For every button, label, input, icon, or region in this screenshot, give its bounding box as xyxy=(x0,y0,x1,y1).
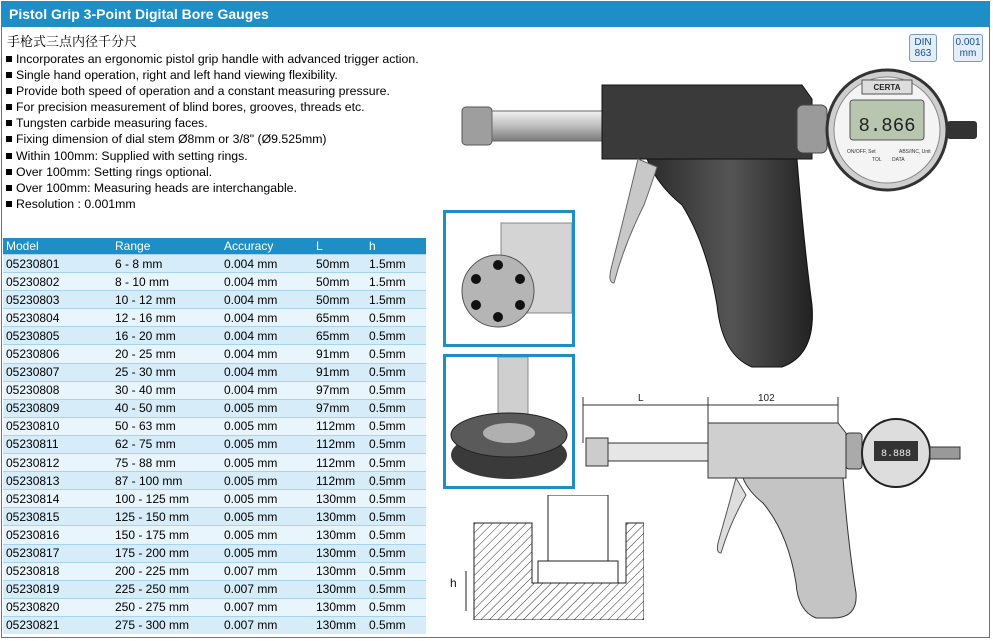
cell-h: 0.5mm xyxy=(366,417,426,435)
drawing-collar xyxy=(846,433,862,469)
cell-range: 30 - 40 mm xyxy=(112,381,221,399)
cell-l: 130mm xyxy=(313,562,366,580)
dial-end-cap xyxy=(947,121,977,139)
cell-h: 0.5mm xyxy=(366,490,426,508)
cell-accuracy: 0.004 mm xyxy=(221,291,313,309)
feature-item: Single hand operation, right and left hand viewing flexibility. xyxy=(6,67,419,83)
table-row xyxy=(3,381,426,399)
cell-l: 91mm xyxy=(313,363,366,381)
feature-item: Resolution : 0.001mm xyxy=(6,196,419,212)
cell-range: 25 - 30 mm xyxy=(112,363,221,381)
cell-model: 05230808 xyxy=(3,381,112,399)
closeup-hole xyxy=(515,274,525,284)
cell-model: 05230819 xyxy=(3,580,112,598)
cell-range: 250 - 275 mm xyxy=(112,598,221,616)
trigger xyxy=(610,159,657,283)
table-row xyxy=(3,472,426,490)
dial-brand: CERTA xyxy=(873,83,901,92)
gauge-body xyxy=(602,85,812,159)
cell-model: 05230811 xyxy=(3,435,112,453)
dial-button-label-1: ON/OFF, Set xyxy=(847,149,876,155)
table-row xyxy=(3,544,426,562)
res-badge-line2: mm xyxy=(959,48,977,59)
cell-l: 91mm xyxy=(313,345,366,363)
cell-h: 0.5mm xyxy=(366,345,426,363)
cell-h: 0.5mm xyxy=(366,562,426,580)
dim-l-label: L xyxy=(638,393,644,404)
cell-model: 05230821 xyxy=(3,616,112,634)
bore-section-diagram xyxy=(444,495,644,620)
table-row xyxy=(3,345,426,363)
cell-accuracy: 0.004 mm xyxy=(221,255,313,273)
table-row xyxy=(3,435,426,453)
closeup-hole xyxy=(515,300,525,310)
cell-range: 10 - 12 mm xyxy=(112,291,221,309)
feature-item: Incorporates an ergonomic pistol grip handle with advanced trigger action. xyxy=(6,51,419,67)
cell-accuracy: 0.004 mm xyxy=(221,273,313,291)
table-row xyxy=(3,616,426,634)
res-badge-line1: 0.001 xyxy=(955,37,981,48)
table-row xyxy=(3,327,426,345)
cell-range: 8 - 10 mm xyxy=(112,273,221,291)
closeup-hole xyxy=(471,274,481,284)
measuring-head xyxy=(462,107,602,145)
closeup-hole xyxy=(471,300,481,310)
cell-l: 65mm xyxy=(313,309,366,327)
header-accuracy: Accuracy xyxy=(221,238,313,255)
title-bar xyxy=(1,1,990,27)
header-range: Range xyxy=(112,238,221,255)
cell-h: 0.5mm xyxy=(366,327,426,345)
cell-accuracy: 0.005 mm xyxy=(221,526,313,544)
cell-h: 0.5mm xyxy=(366,544,426,562)
dial-button-label-3: TOL xyxy=(872,157,882,163)
cell-range: 20 - 25 mm xyxy=(112,345,221,363)
table-row xyxy=(3,598,426,616)
drawing-trigger xyxy=(717,478,746,553)
dial-button-label-2: ABS/INC, Unit xyxy=(899,149,931,155)
small-dial-reading: 8.888 xyxy=(880,449,912,460)
closeup-hole xyxy=(493,260,503,270)
cell-h: 1.5mm xyxy=(366,273,426,291)
cell-l: 50mm xyxy=(313,291,366,309)
cell-model: 05230820 xyxy=(3,598,112,616)
cell-l: 130mm xyxy=(313,526,366,544)
cell-l: 65mm xyxy=(313,327,366,345)
cell-model: 05230816 xyxy=(3,526,112,544)
cell-model: 05230812 xyxy=(3,454,112,472)
cell-range: 75 - 88 mm xyxy=(112,454,221,472)
cell-l: 130mm xyxy=(313,616,366,634)
table-row xyxy=(3,526,426,544)
cell-h: 0.5mm xyxy=(366,381,426,399)
cell-range: 225 - 250 mm xyxy=(112,580,221,598)
cell-range: 200 - 225 mm xyxy=(112,562,221,580)
cell-h: 0.5mm xyxy=(366,616,426,634)
cell-range: 40 - 50 mm xyxy=(112,399,221,417)
table-row xyxy=(3,273,426,291)
cell-l: 112mm xyxy=(313,417,366,435)
cell-model: 05230813 xyxy=(3,472,112,490)
cell-accuracy: 0.005 mm xyxy=(221,508,313,526)
cell-accuracy: 0.004 mm xyxy=(221,327,313,345)
table-row xyxy=(3,562,426,580)
cell-accuracy: 0.005 mm xyxy=(221,544,313,562)
ring-bore xyxy=(483,423,535,443)
table-row xyxy=(3,291,426,309)
cell-range: 100 - 125 mm xyxy=(112,490,221,508)
cell-model: 05230815 xyxy=(3,508,112,526)
drawing-head xyxy=(586,438,608,466)
table-header-row xyxy=(3,238,426,255)
cell-accuracy: 0.005 mm xyxy=(221,490,313,508)
feature-item: Over 100mm: Measuring heads are interchangable. xyxy=(6,180,419,196)
cell-range: 125 - 150 mm xyxy=(112,508,221,526)
feature-item: For precision measurement of blind bores, grooves, threads etc. xyxy=(6,99,419,115)
dim-102-label: 102 xyxy=(758,393,775,404)
header-h: h xyxy=(366,238,426,255)
din-badge-line1: DIN xyxy=(914,37,932,48)
cell-model: 05230810 xyxy=(3,417,112,435)
cell-range: 175 - 200 mm xyxy=(112,544,221,562)
inset-setting-ring xyxy=(443,354,575,489)
cell-l: 112mm xyxy=(313,454,366,472)
cell-model: 05230809 xyxy=(3,399,112,417)
feature-list xyxy=(6,51,419,212)
cell-accuracy: 0.005 mm xyxy=(221,454,313,472)
cell-h: 0.5mm xyxy=(366,526,426,544)
table-row xyxy=(3,417,426,435)
cell-h: 0.5mm xyxy=(366,309,426,327)
digital-dial xyxy=(827,70,947,190)
cell-accuracy: 0.005 mm xyxy=(221,399,313,417)
cell-model: 05230817 xyxy=(3,544,112,562)
cell-model: 05230801 xyxy=(3,255,112,273)
cell-accuracy: 0.004 mm xyxy=(221,345,313,363)
feature-item: Fixing dimension of dial stem Ø8mm or 3/8" (Ø9.525mm) xyxy=(6,131,419,147)
table-row xyxy=(3,454,426,472)
cell-accuracy: 0.007 mm xyxy=(221,580,313,598)
pistol-handle xyxy=(647,159,812,367)
cell-h: 0.5mm xyxy=(366,472,426,490)
cell-range: 50 - 63 mm xyxy=(112,417,221,435)
cell-l: 130mm xyxy=(313,580,366,598)
drawing-dial-stem xyxy=(930,447,960,459)
cell-model: 05230806 xyxy=(3,345,112,363)
table-row xyxy=(3,363,426,381)
dial-button-label-4: DATA xyxy=(892,157,905,163)
cell-l: 130mm xyxy=(313,490,366,508)
cell-model: 05230804 xyxy=(3,309,112,327)
cell-model: 05230803 xyxy=(3,291,112,309)
cell-h: 0.5mm xyxy=(366,598,426,616)
inset-measuring-head xyxy=(443,210,575,347)
cell-accuracy: 0.005 mm xyxy=(221,417,313,435)
cell-h: 0.5mm xyxy=(366,454,426,472)
cell-range: 62 - 75 mm xyxy=(112,435,221,453)
cell-range: 12 - 16 mm xyxy=(112,309,221,327)
cell-l: 130mm xyxy=(313,508,366,526)
drawing-handle xyxy=(743,478,856,618)
table-row xyxy=(3,508,426,526)
table-row xyxy=(3,255,426,273)
table-row xyxy=(3,580,426,598)
page-title: Pistol Grip 3-Point Digital Bore Gauges xyxy=(9,6,269,22)
gauge-head-in-bore xyxy=(538,561,618,583)
cell-h: 1.5mm xyxy=(366,255,426,273)
feature-item: Within 100mm: Supplied with setting rings. xyxy=(6,148,419,164)
cell-model: 05230802 xyxy=(3,273,112,291)
gauge-in-bore xyxy=(548,495,608,561)
measuring-head-closeup xyxy=(446,213,572,344)
feature-item: Provide both speed of operation and a constant measuring pressure. xyxy=(6,83,419,99)
cell-model: 05230807 xyxy=(3,363,112,381)
cell-accuracy: 0.005 mm xyxy=(221,472,313,490)
dial-collar xyxy=(797,105,827,153)
feature-item: Over 100mm: Setting rings optional. xyxy=(6,164,419,180)
cell-range: 150 - 175 mm xyxy=(112,526,221,544)
cell-accuracy: 0.005 mm xyxy=(221,435,313,453)
header-model: Model xyxy=(3,238,112,255)
cell-accuracy: 0.007 mm xyxy=(221,598,313,616)
drawing-body xyxy=(708,423,846,478)
spec-table xyxy=(3,238,426,634)
cell-h: 0.5mm xyxy=(366,580,426,598)
cell-l: 50mm xyxy=(313,255,366,273)
table-row xyxy=(3,490,426,508)
cell-l: 130mm xyxy=(313,598,366,616)
cell-accuracy: 0.007 mm xyxy=(221,562,313,580)
table-row xyxy=(3,309,426,327)
cell-h: 0.5mm xyxy=(366,363,426,381)
cell-h: 0.5mm xyxy=(366,435,426,453)
drawing-rod xyxy=(608,443,708,461)
cell-l: 50mm xyxy=(313,273,366,291)
cell-accuracy: 0.004 mm xyxy=(221,363,313,381)
dial-reading: 8.866 xyxy=(858,115,916,137)
din-badge-line2: 863 xyxy=(914,48,932,59)
cell-model: 05230818 xyxy=(3,562,112,580)
cell-accuracy: 0.007 mm xyxy=(221,616,313,634)
cell-l: 112mm xyxy=(313,435,366,453)
feature-item: Tungsten carbide measuring faces. xyxy=(6,115,419,131)
cell-range: 275 - 300 mm xyxy=(112,616,221,634)
h-label: h xyxy=(450,576,457,590)
cell-l: 97mm xyxy=(313,381,366,399)
closeup-hole xyxy=(493,312,503,322)
header-l: L xyxy=(313,238,366,255)
cell-l: 97mm xyxy=(313,399,366,417)
cell-range: 87 - 100 mm xyxy=(112,472,221,490)
cell-model: 05230814 xyxy=(3,490,112,508)
cell-model: 05230805 xyxy=(3,327,112,345)
cell-h: 0.5mm xyxy=(366,508,426,526)
cell-h: 0.5mm xyxy=(366,399,426,417)
cell-l: 112mm xyxy=(313,472,366,490)
cell-accuracy: 0.004 mm xyxy=(221,381,313,399)
chinese-subtitle: 手枪式三点内径千分尺 xyxy=(7,34,138,49)
setting-ring-photo xyxy=(446,357,572,486)
cell-l: 130mm xyxy=(313,544,366,562)
cell-accuracy: 0.004 mm xyxy=(221,309,313,327)
table-row xyxy=(3,399,426,417)
cell-range: 16 - 20 mm xyxy=(112,327,221,345)
cell-h: 1.5mm xyxy=(366,291,426,309)
cell-range: 6 - 8 mm xyxy=(112,255,221,273)
